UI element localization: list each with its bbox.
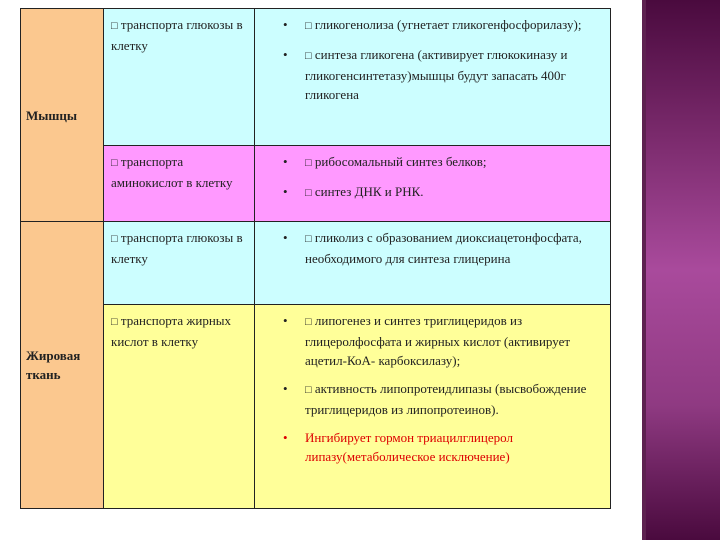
transport-text: транспорта аминокислот в клетку	[111, 154, 233, 190]
effects-cell	[254, 304, 611, 509]
effect-item: • □ липогенез и синтез триглицеридов из глицеролфосфата и жирных кислот (активирует ацетил-КоА- карбоксилазу);	[305, 311, 602, 370]
effect-item: • □ активность липопротеидлипазы (высвобождение триглицеридов из липопротеинов).	[305, 379, 602, 419]
effect-item: • □ гликогенолиза (угнетает гликогенфосфорилазу);	[305, 15, 602, 36]
effects-cell	[254, 8, 611, 146]
effect-item: • □ синтеза гликогена (активирует глюкокиназу и гликогенсинтетазу)мышцы будут запасать 400г гликогена	[305, 45, 602, 104]
box-symbol: □	[111, 20, 118, 32]
row-label-muscles: Мышцы	[20, 8, 104, 222]
transport-text: транспорта жирных кислот в клетку	[111, 313, 232, 349]
transport-cell: □ транспорта глюкозы в клетку	[103, 221, 255, 305]
transport-cell	[103, 8, 255, 146]
decorative-side-band	[642, 0, 720, 540]
transport-text: транспорта глюкозы в клетку	[111, 17, 243, 53]
effects-cell	[254, 145, 611, 222]
transport-cell: □ транспорта аминокислот в клетку	[103, 145, 255, 222]
effect-item: • □ синтез ДНК и РНК.	[305, 182, 602, 203]
transport-text: транспорта глюкозы в клетку	[111, 230, 243, 266]
row-label-adipose: Жировая ткань	[20, 221, 104, 509]
effect-item: • □ рибосомальный синтез белков;	[305, 152, 602, 173]
effect-item: • □ гликолиз с образованием диоксиацетонфосфата, необходимого для синтеза глицерина	[305, 228, 602, 268]
transport-cell: □ транспорта жирных кислот в клетку	[103, 304, 255, 509]
effects-cell	[254, 221, 611, 305]
effect-note: • Ингибирует гормон триацилглицерол липазу(метаболическое исключение)	[305, 428, 602, 466]
